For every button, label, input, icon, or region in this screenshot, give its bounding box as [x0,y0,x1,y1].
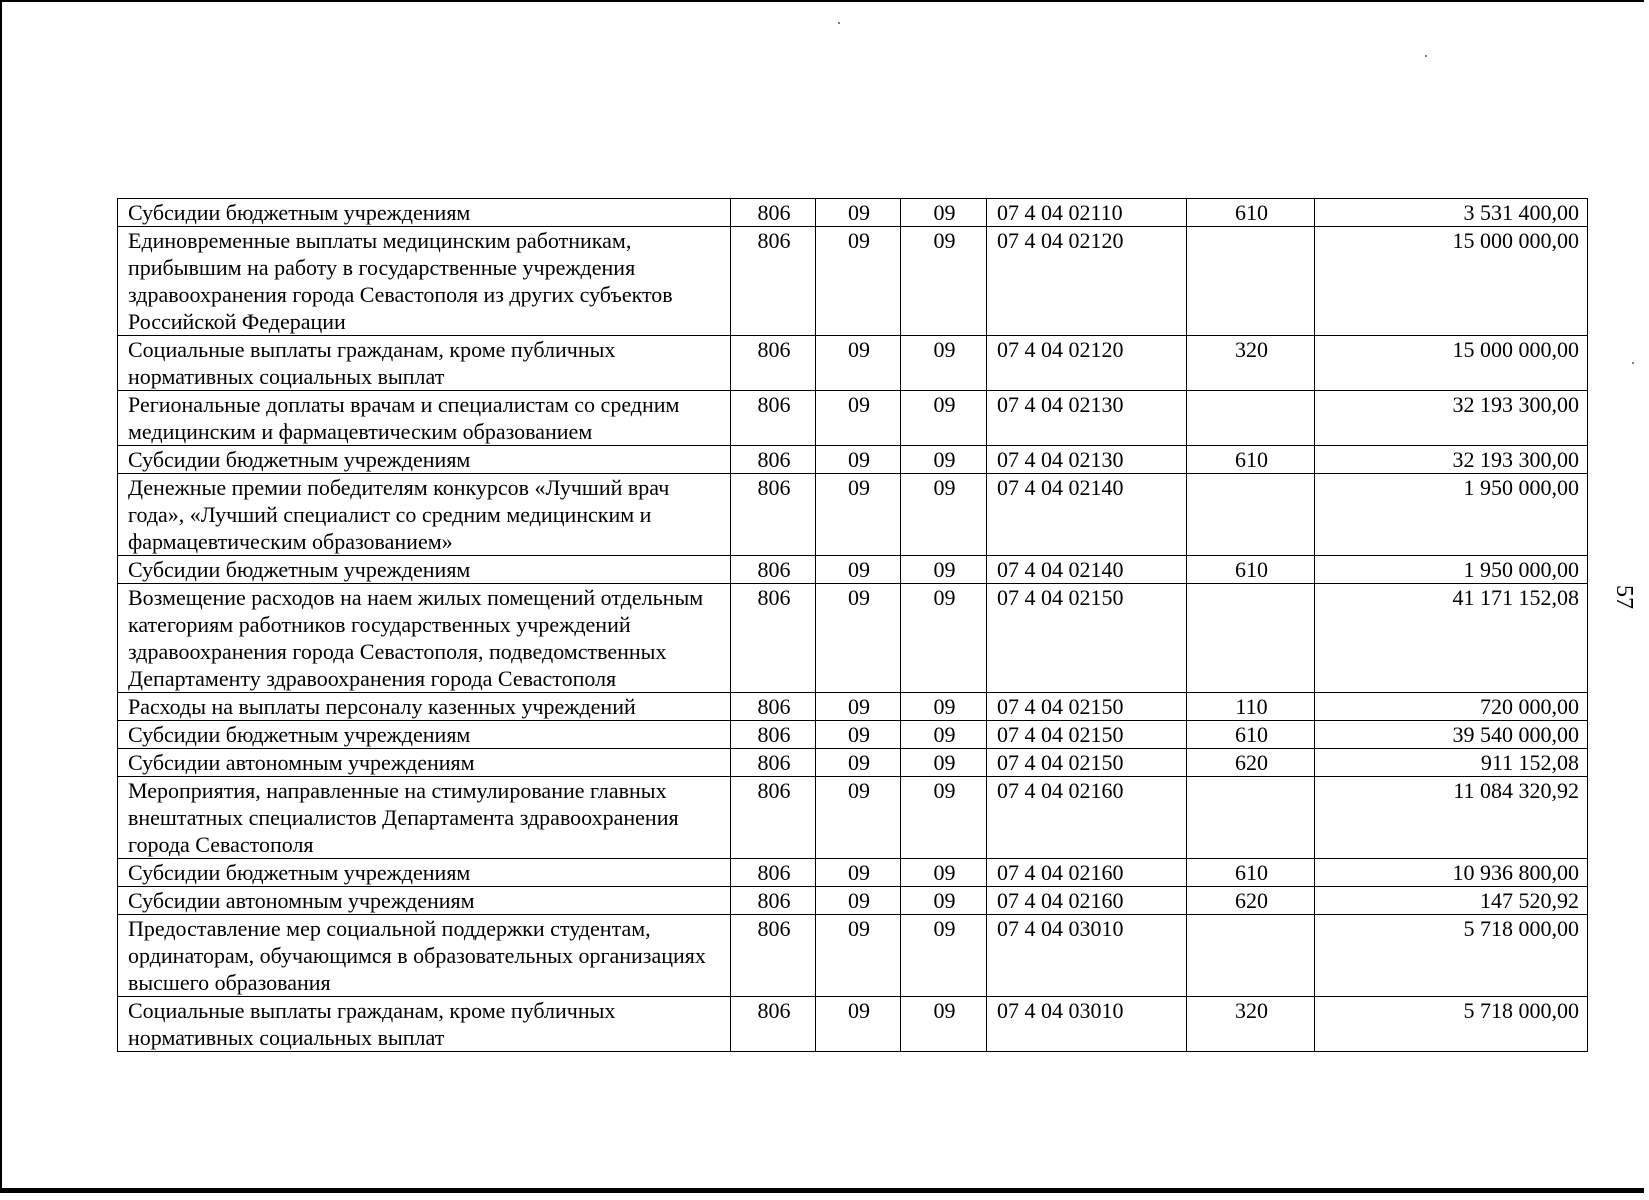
cell-csr: 07 4 04 02160 [987,859,1187,887]
cell-rz: 09 [816,391,901,446]
cell-vr [1187,391,1315,446]
cell-vr: 610 [1187,446,1315,474]
cell-rz: 09 [816,749,901,777]
cell-sum: 41 171 152,08 [1315,584,1588,693]
cell-csr: 07 4 04 02150 [987,721,1187,749]
scan-speck [1425,55,1427,57]
cell-ved: 806 [731,915,816,997]
cell-csr: 07 4 04 02160 [987,887,1187,915]
cell-vr [1187,915,1315,997]
cell-ved: 806 [731,721,816,749]
cell-sum: 1 950 000,00 [1315,556,1588,584]
cell-ved: 806 [731,336,816,391]
cell-vr: 610 [1187,859,1315,887]
cell-vr: 620 [1187,749,1315,777]
cell-name: Субсидии бюджетным учреждениям [118,199,731,227]
cell-pr: 09 [901,556,987,584]
table-row [118,887,1588,915]
cell-sum: 15 000 000,00 [1315,227,1588,336]
cell-pr: 09 [901,227,987,336]
cell-pr: 09 [901,391,987,446]
cell-name: Субсидии бюджетным учреждениям [118,556,731,584]
cell-sum: 5 718 000,00 [1315,997,1588,1052]
cell-rz: 09 [816,693,901,721]
cell-vr [1187,777,1315,859]
cell-name: Денежные премии победителям конкурсов «Лучший врач года», «Лучший специалист со средним медицинским и фармацевтическим образованием» [118,474,731,556]
cell-pr: 09 [901,859,987,887]
cell-vr: 610 [1187,721,1315,749]
budget-table [117,198,1588,1052]
scan-speck [1632,362,1634,364]
table-row [118,721,1588,749]
cell-ved: 806 [731,887,816,915]
table-row [118,859,1588,887]
cell-name: Субсидии автономным учреждениям [118,749,731,777]
cell-csr: 07 4 04 02150 [987,584,1187,693]
table-row [118,997,1588,1052]
cell-pr: 09 [901,446,987,474]
cell-csr: 07 4 04 02130 [987,446,1187,474]
cell-name: Единовременные выплаты медицинским работникам, прибывшим на работу в государственные учреждения здравоохранения города Севастополя из других субъектов Российской Федерации [118,227,731,336]
cell-sum: 911 152,08 [1315,749,1588,777]
cell-ved: 806 [731,446,816,474]
cell-rz: 09 [816,227,901,336]
cell-name: Субсидии автономным учреждениям [118,887,731,915]
table-row [118,777,1588,859]
cell-ved: 806 [731,199,816,227]
scan-speck [838,22,840,24]
table-row [118,584,1588,693]
table-row [118,915,1588,997]
cell-ved: 806 [731,474,816,556]
cell-csr: 07 4 04 03010 [987,997,1187,1052]
cell-csr: 07 4 04 02150 [987,749,1187,777]
cell-ved: 806 [731,749,816,777]
cell-pr: 09 [901,693,987,721]
cell-rz: 09 [816,446,901,474]
cell-csr: 07 4 04 02120 [987,227,1187,336]
cell-sum: 15 000 000,00 [1315,336,1588,391]
cell-pr: 09 [901,584,987,693]
table-row [118,199,1588,227]
cell-vr: 320 [1187,336,1315,391]
cell-pr: 09 [901,721,987,749]
cell-vr [1187,227,1315,336]
cell-ved: 806 [731,391,816,446]
cell-rz: 09 [816,777,901,859]
cell-sum: 3 531 400,00 [1315,199,1588,227]
cell-rz: 09 [816,474,901,556]
cell-rz: 09 [816,859,901,887]
cell-vr: 320 [1187,997,1315,1052]
cell-pr: 09 [901,777,987,859]
cell-sum: 1 950 000,00 [1315,474,1588,556]
cell-vr: 110 [1187,693,1315,721]
cell-rz: 09 [816,887,901,915]
cell-csr: 07 4 04 03010 [987,915,1187,997]
cell-pr: 09 [901,997,987,1052]
cell-name: Расходы на выплаты персоналу казенных учреждений [118,693,731,721]
cell-rz: 09 [816,584,901,693]
cell-ved: 806 [731,556,816,584]
table-row [118,474,1588,556]
cell-vr: 610 [1187,199,1315,227]
cell-sum: 5 718 000,00 [1315,915,1588,997]
cell-csr: 07 4 04 02150 [987,693,1187,721]
cell-csr: 07 4 04 02140 [987,474,1187,556]
cell-sum: 720 000,00 [1315,693,1588,721]
cell-csr: 07 4 04 02140 [987,556,1187,584]
cell-ved: 806 [731,693,816,721]
cell-sum: 11 084 320,92 [1315,777,1588,859]
cell-name: Субсидии бюджетным учреждениям [118,446,731,474]
table-row [118,336,1588,391]
page-number: 57 [1611,585,1637,609]
cell-pr: 09 [901,749,987,777]
cell-ved: 806 [731,859,816,887]
cell-csr: 07 4 04 02110 [987,199,1187,227]
cell-sum: 10 936 800,00 [1315,859,1588,887]
cell-name: Возмещение расходов на наем жилых помещений отдельным категориям работников государственных учреждений здравоохранения города Севастополя, подведомственных Департаменту здравоохранения города Севастополя [118,584,731,693]
cell-csr: 07 4 04 02160 [987,777,1187,859]
cell-sum: 32 193 300,00 [1315,446,1588,474]
cell-ved: 806 [731,777,816,859]
cell-pr: 09 [901,915,987,997]
cell-sum: 32 193 300,00 [1315,391,1588,446]
cell-rz: 09 [816,336,901,391]
cell-name: Субсидии бюджетным учреждениям [118,859,731,887]
cell-rz: 09 [816,721,901,749]
table-row [118,391,1588,446]
cell-name: Социальные выплаты гражданам, кроме публичных нормативных социальных выплат [118,336,731,391]
cell-name: Региональные доплаты врачам и специалистам со средним медицинским и фармацевтическим образованием [118,391,731,446]
table-row [118,446,1588,474]
cell-vr: 620 [1187,887,1315,915]
cell-name: Предоставление мер социальной поддержки студентам, ординаторам, обучающимся в образовательных организациях высшего образования [118,915,731,997]
cell-csr: 07 4 04 02130 [987,391,1187,446]
cell-pr: 09 [901,336,987,391]
cell-rz: 09 [816,915,901,997]
cell-rz: 09 [816,199,901,227]
cell-name: Социальные выплаты гражданам, кроме публичных нормативных социальных выплат [118,997,731,1052]
cell-vr: 610 [1187,556,1315,584]
cell-sum: 39 540 000,00 [1315,721,1588,749]
cell-rz: 09 [816,997,901,1052]
cell-pr: 09 [901,887,987,915]
cell-ved: 806 [731,997,816,1052]
table-row [118,749,1588,777]
cell-name: Мероприятия, направленные на стимулирование главных внештатных специалистов Департамента здравоохранения города Севастополя [118,777,731,859]
table-row [118,693,1588,721]
cell-vr [1187,584,1315,693]
table-body [118,199,1588,1052]
cell-vr [1187,474,1315,556]
cell-pr: 09 [901,474,987,556]
cell-sum: 147 520,92 [1315,887,1588,915]
cell-rz: 09 [816,556,901,584]
cell-pr: 09 [901,199,987,227]
cell-ved: 806 [731,584,816,693]
table-row [118,227,1588,336]
table-row [118,556,1588,584]
cell-csr: 07 4 04 02120 [987,336,1187,391]
cell-ved: 806 [731,227,816,336]
cell-name: Субсидии бюджетным учреждениям [118,721,731,749]
